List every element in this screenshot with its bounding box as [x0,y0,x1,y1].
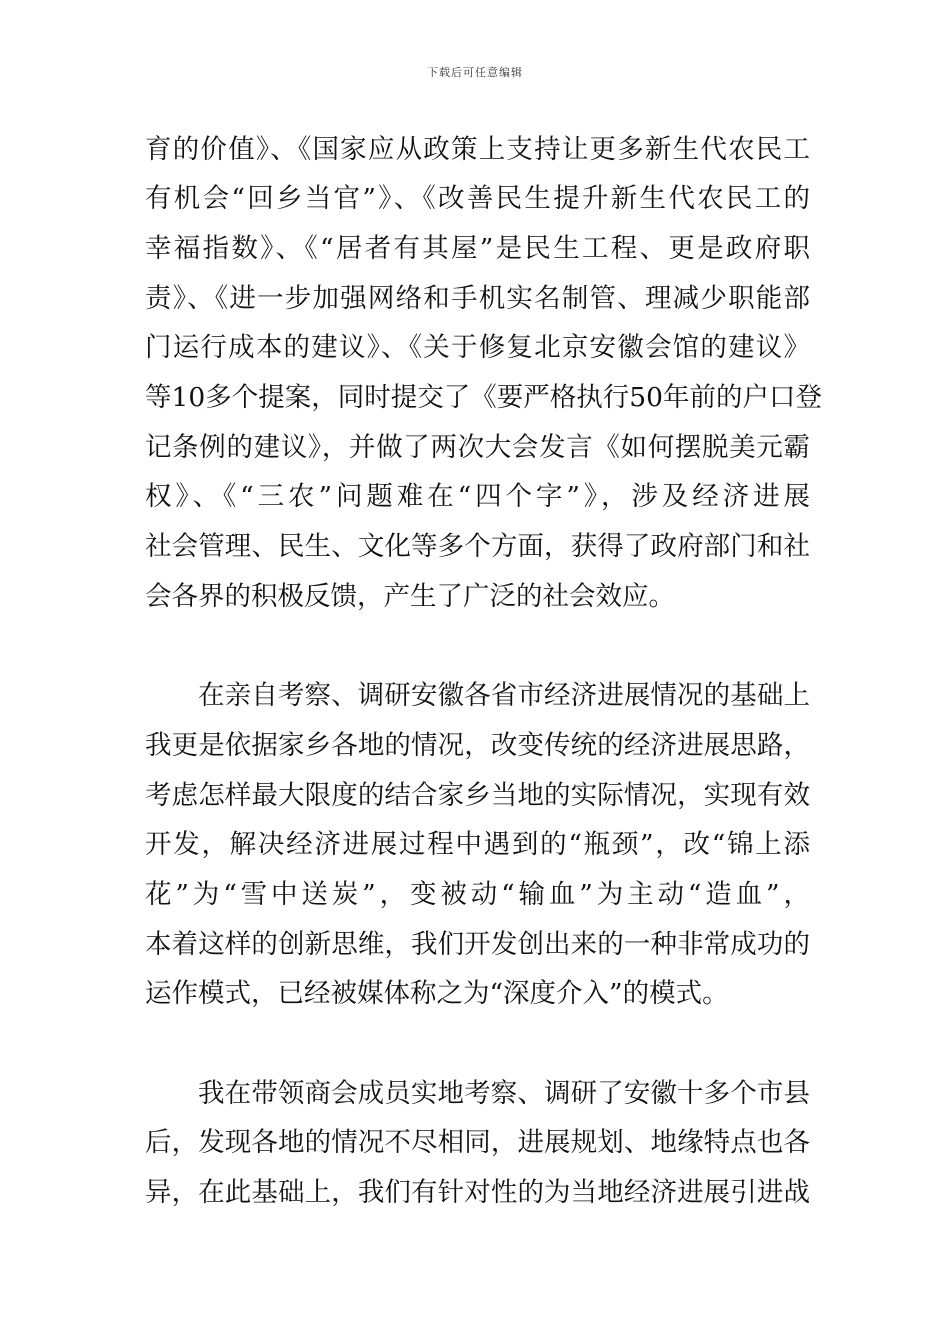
text-line: 异，在此基础上，我们有针对性的为当地经济进展引进战 [145,1177,810,1208]
text-line: 会各界的积极反馈，产生了广泛的社会效应。 [145,581,675,612]
text-line: 本着这样的创新思维，我们开发创出来的一种非常成功的 [145,929,810,960]
text-line: 权》、《“三农”问题难在“四个字”》，涉及经济进展 [145,481,810,512]
text-line: 有机会“回乡当官”》、《改善民生提升新生代农民工的 [145,183,810,214]
text-line: 门运行成本的建议》、《关于修复北京安徽会馆的建议》 [145,332,810,363]
header-note: 下载后可任意编辑 [427,66,523,79]
text-line: 在亲自考察、调研安徽各省市经济进展情况的基础上 [198,680,810,711]
text-line: 考虑怎样最大限度的结合家乡当地的实际情况，实现有效 [145,780,810,811]
text-line: 开发，解决经济进展过程中遇到的“瓶颈”，改“锦上添 [145,829,810,860]
text-line: 等10多个提案，同时提交了《要严格执行50年前的户口登 [145,382,822,413]
text-line: 运作模式，已经被媒体称之为“深度介入”的模式。 [145,978,729,1009]
text-line: 记条例的建议》，并做了两次大会发言《如何摆脱美元霸 [145,432,810,463]
text-line: 育的价值》、《国家应从政策上支持让更多新生代农民工 [145,134,810,165]
text-line: 社会管理、民生、文化等多个方面，获得了政府部门和社 [145,531,810,562]
text-line: 花”为“雪中送炭”，变被动“输血”为主动“造血”， [145,879,810,910]
text-line: 责》、《进一步加强网络和手机实名制管、理减少职能部 [145,283,810,314]
text-line: 后，发现各地的情况不尽相同，进展规划、地缘特点也各 [145,1127,810,1158]
text-line: 我更是依据家乡各地的情况，改变传统的经济进展思路， [145,730,810,761]
text-line: 我在带领商会成员实地考察、调研了安徽十多个市县 [198,1078,810,1109]
text-line: 幸福指数》、《“居者有其屋”是民生工程、更是政府职 [145,233,810,264]
